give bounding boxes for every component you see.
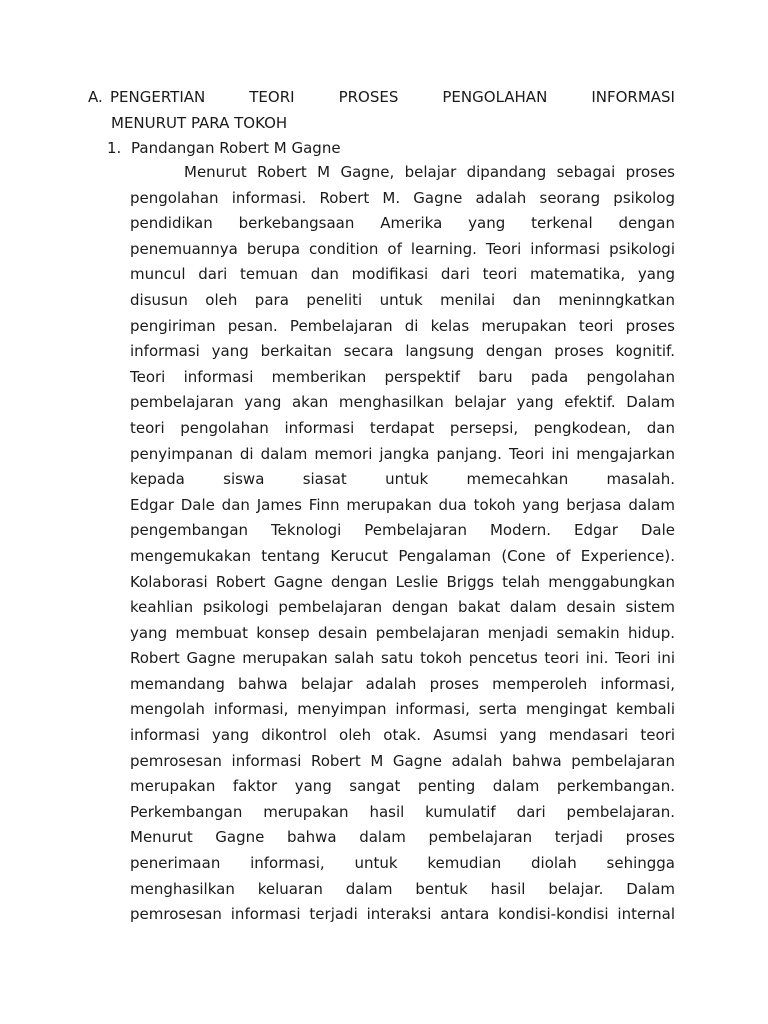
subsection-title: Pandangan Robert M Gagne (131, 139, 341, 157)
paragraph-line: pengolahan informasi. Robert M. Gagne adalah seorang psikolog (130, 188, 675, 207)
paragraph-line: yang membuat konsep desain pembelajaran menjadi semakin hidup. (130, 623, 675, 642)
paragraph-line: Teori informasi memberikan perspektif baru pada pengolahan (130, 367, 675, 386)
paragraph-line: Perkembangan merupakan hasil kumulatif dari pembelajaran. (130, 802, 675, 821)
section-heading-word: INFORMASI (591, 88, 675, 106)
paragraph-line: pembelajaran yang akan menghasilkan belajar yang efektif. Dalam (130, 393, 675, 412)
paragraph-line: teori pengolahan informasi terdapat persepsi, pengkodean, dan (130, 418, 675, 437)
paragraph-line: pengembangan Teknologi Pembelajaran Modern. Edgar Dale (130, 521, 675, 540)
paragraph-line: mengolah informasi, menyimpan informasi, serta mengingat kembali (130, 700, 675, 719)
section-heading-word: PROSES (338, 88, 399, 106)
paragraph-line: menghasilkan keluaran dalam bentuk hasil belajar. Dalam (130, 879, 675, 898)
paragraph-line: muncul dari temuan dan modifikasi dari teori matematika, yang (130, 265, 675, 284)
paragraph-line: Kolaborasi Robert Gagne dengan Leslie Briggs telah menggabungkan (130, 572, 675, 591)
paragraph-line: pendidikan berkebangsaan Amerika yang terkenal dengan (130, 214, 675, 233)
paragraph-line: Menurut Robert M Gagne, belajar dipandang sebagai proses (184, 163, 675, 181)
paragraph-line: merupakan faktor yang sangat penting dalam perkembangan. (130, 777, 675, 796)
paragraph-line: Edgar Dale dan James Finn merupakan dua tokoh yang berjasa dalam (130, 495, 675, 514)
paragraph-line: disusun oleh para peneliti untuk menilai dan meninngkatkan (130, 290, 675, 309)
paragraph-line: Robert Gagne merupakan salah satu tokoh pencetus teori ini. Teori ini (130, 649, 675, 668)
section-heading-word: PENGOLAHAN (442, 88, 548, 106)
paragraph-line: penemuannya berupa condition of learning. Teori informasi psikologi (130, 239, 675, 258)
subsection-heading (107, 135, 341, 161)
paragraph-line: kepada siswa siasat untuk memecahkan masalah. (130, 470, 675, 489)
paragraph-line: keahlian psikologi pembelajaran dengan bakat dalam desain sistem (130, 598, 675, 617)
section-heading (88, 84, 675, 110)
paragraph-line: informasi yang berkaitan secara langsung dengan proses kognitif. (130, 342, 675, 361)
body-paragraph (130, 160, 675, 928)
subsection-number: 1. (107, 139, 122, 157)
paragraph-line: pemrosesan informasi Robert M Gagne adalah bahwa pembelajaran (130, 751, 675, 770)
paragraph-line: pengiriman pesan. Pembelajaran di kelas merupakan teori proses (130, 316, 675, 335)
section-heading-word: A. PENGERTIAN (88, 84, 205, 110)
paragraph-line: penyimpanan di dalam memori jangka panjang. Teori ini mengajarkan (130, 444, 675, 463)
paragraph-line: informasi yang dikontrol oleh otak. Asumsi yang mendasari teori (130, 726, 675, 745)
paragraph-line: pemrosesan informasi terjadi interaksi antara kondisi-kondisi internal (130, 905, 675, 924)
paragraph-line: Menurut Gagne bahwa dalam pembelajaran terjadi proses (130, 828, 675, 847)
paragraph-line: memandang bahwa belajar adalah proses memperoleh informasi, (130, 674, 675, 693)
paragraph-line: penerimaan informasi, untuk kemudian diolah sehingga (130, 854, 675, 873)
section-heading-continuation: MENURUT PARA TOKOH (111, 114, 288, 132)
paragraph-line: mengemukakan tentang Kerucut Pengalaman (Cone of Experience). (130, 546, 675, 565)
section-marker: A. (88, 88, 103, 106)
section-heading-word: TEORI (249, 88, 295, 106)
